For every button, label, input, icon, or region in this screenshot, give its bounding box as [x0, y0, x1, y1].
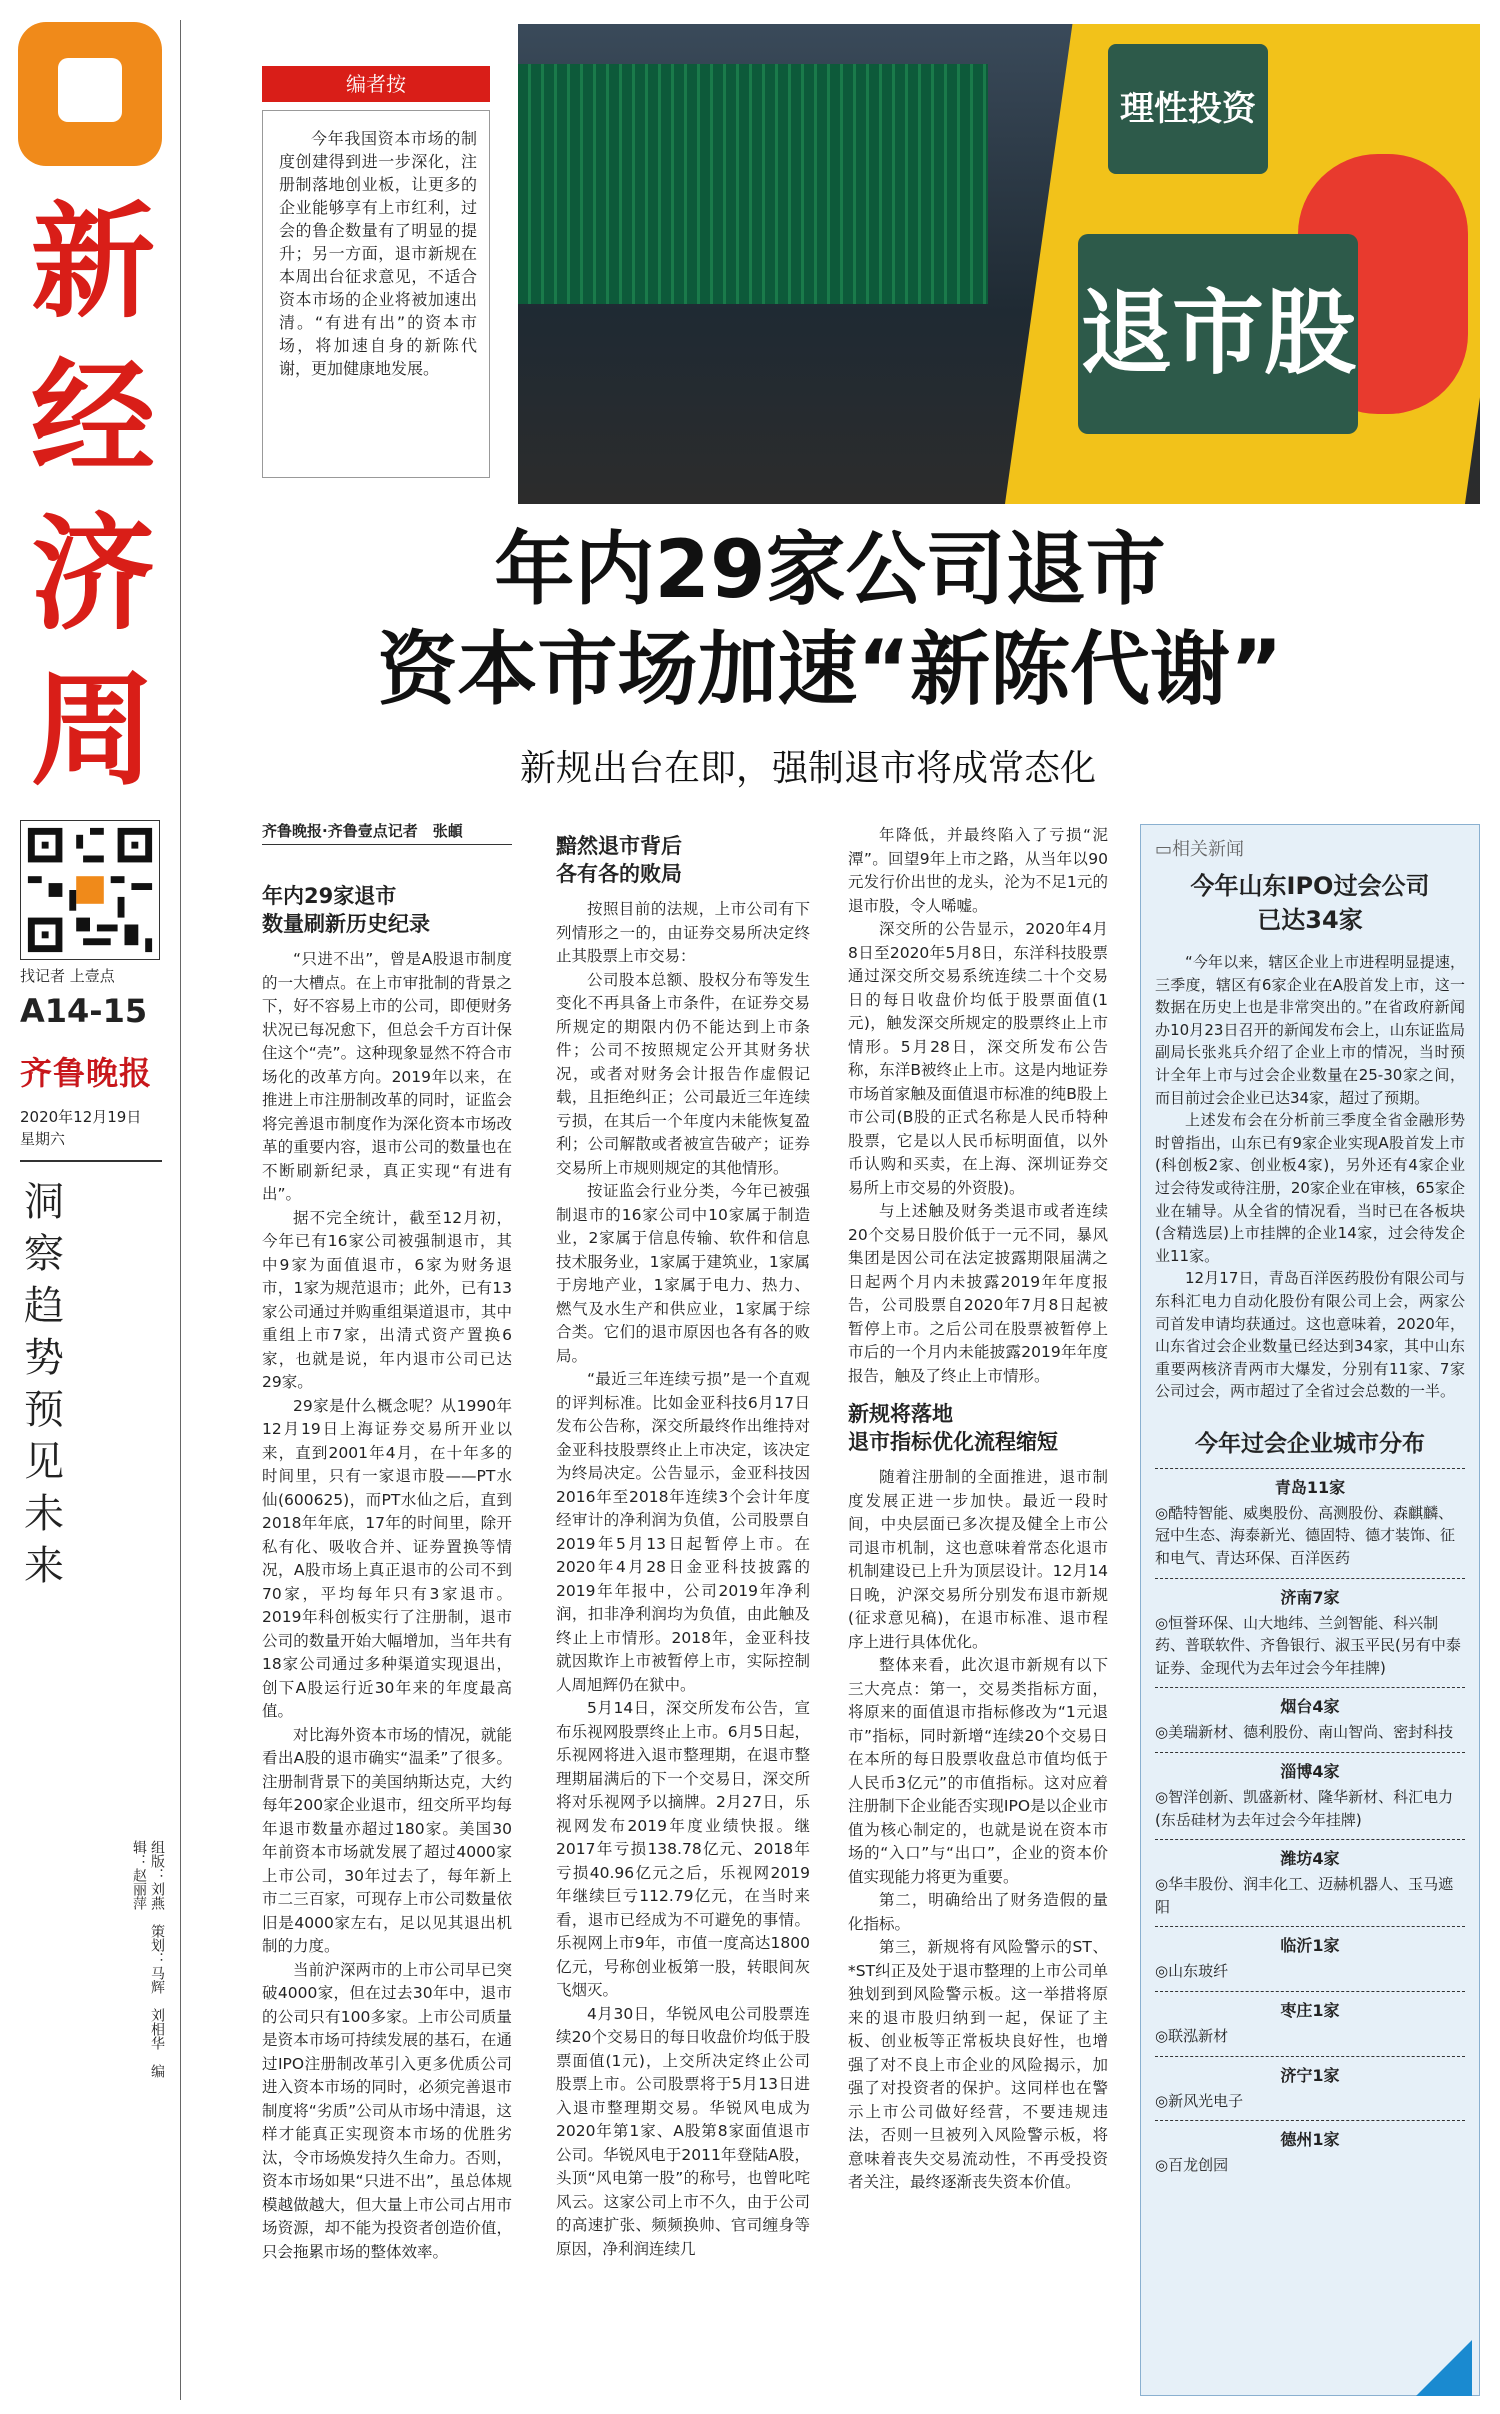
related-news-body	[1155, 951, 1465, 1403]
city-heading: 临沂1家	[1155, 1926, 1465, 1956]
issue-date: 2020年12月19日	[20, 1108, 142, 1126]
section-title-3: 新规将落地 退市指标优化流程缩短	[848, 1402, 1058, 1454]
page-corner-arrow-icon[interactable]	[1412, 2340, 1472, 2396]
paragraph: 按证监会行业分类，今年已被强制退市的16家公司中10家属于制造业，2家属于信息传输、软件和信息技术服务业，1家属于建筑业，1家属于房地产业，1家属于电力、热力、燃气及水生产和供应业，1家属于综合类。它们的退市原因也各有各的败局。	[556, 1182, 810, 1365]
photo-sign-main: 退市股	[1078, 234, 1358, 434]
paragraph: 公司股本总额、股权分布等发生变化不再具备上市条件，在证券交易所规定的期限内仍不能达到上市条件；公司不按照规定公开其财务状况，或者对财务会计报告作虚假记载，且拒绝纠正；公司最近三年连续亏损，在其后一个年度内未能恢复盈利；公司解散或者被宣告破产；证券交易所上市规则规定的其他情形。	[556, 970, 810, 1177]
city-company-list: ◎华丰股份、润丰化工、迈赫机器人、玉马遮阳	[1155, 1875, 1454, 1916]
city-company-list: ◎酷特智能、威奥股份、高测股份、森麒麟、冠中生态、海泰新光、德固特、德才装饰、征和电气、青达环保、百洋医药	[1155, 1503, 1456, 1568]
paragraph: 当前沪深两市的上市公司早已突破4000家，但在过去30年中，退市的公司只有100多家。上市公司质量是资本市场可持续发展的基石，在通过IPO注册制改革引入更多优质公司进入资本市场的同时，必须完善退市制度将“劣质”公司从市场中清退，这样才能真正实现资本市场的优胜劣汰，令市场焕发持久生命力。否则，资本市场如果“只进不出”，虽总体规模越做越大，但大量上市公司占用市场资源，却不能为投资者创造价值，只会拖累市场的整体效率。	[262, 1960, 512, 2261]
city-company-list: ◎山东玻纤	[1155, 1962, 1229, 1981]
headline-line-2: 资本市场加速“新陈代谢”	[377, 623, 1283, 716]
section-title-1: 年内29家退市 数量刷新历史纪录	[262, 884, 430, 936]
col3-body-bottom	[848, 1466, 1108, 2195]
paragraph: 第三，新规将有风险警示的ST、*ST纠正及处于退市整理的上市公司单独划到到风险警示板。这一举措将原来的退市股归纳到一起，保证了主板、创业板等正常板块良好性，也增强了对不良上市企业的风险揭示，加强了对投资者的保护。这同样也在警示上市公司做好经营，不要违规违法，否则一旦被列入风险警示板，将意味着丧失交易流动性，不再受投资者关注，最终逐渐丧失资本价值。	[848, 1938, 1108, 2191]
paragraph: 12月17日，青岛百洋医药股份有限公司与东科汇电力自动化股份有限公司上会，两家公司首发申请均获通过。这也意味着，2020年，山东省过会企业数量已经达到34家，其中山东重要两核济青两市大爆发，分别有11家、7家公司过会，两市超过了全省过会总数的一半。	[1155, 1269, 1465, 1401]
editor-note-tag: 编者按	[262, 66, 490, 102]
byline-rule	[262, 844, 512, 845]
col1-body	[262, 948, 512, 2264]
article-column-2	[556, 824, 810, 2261]
city-company-list: ◎百龙创园	[1155, 2156, 1229, 2175]
city-heading: 淄博4家	[1155, 1752, 1465, 1782]
paragraph: 随着注册制的全面推进，退市制度发展正进一步加快。最近一段时间，中央层面已多次提及健全上市公司退市机制，这也意味着常态化退市机制建设已上升为顶层设计。12月14日晚，沪深交易所分别发布退市新规(征求意见稿)，在退市标准、退市程序上进行具体优化。	[848, 1468, 1108, 1651]
editor-note-text: 今年我国资本市场的制度创建得到进一步深化，注册制落地创业板，让更多的企业能够享有上市红利，过会的鲁企数量有了明显的提升；另一方面，退市新规在本周出台征求意见，不适合资本市场的企业将被加速出清。“有进有出”的资本市场，将加速自身的新陈代谢，更加健康地发展。	[279, 129, 477, 378]
paper-brand: 齐鲁晚报	[20, 1054, 153, 1092]
city-heading: 潍坊4家	[1155, 1839, 1465, 1869]
city-company-list: ◎联泓新材	[1155, 2027, 1229, 2045]
headline-line-1: 年内29家公司退市	[494, 523, 1166, 616]
col2-body	[556, 898, 810, 2261]
qr-label: 找记者 上壹点	[20, 967, 115, 985]
lead-photo	[518, 24, 1480, 504]
city-company-list: ◎恒誉环保、山大地纬、兰剑智能、科兴制药、普联软件、齐鲁银行、淑玉平民(另有中泰证券、金现代为去年过会今年挂牌)	[1155, 1613, 1461, 1677]
city-heading: 青岛11家	[1155, 1468, 1465, 1498]
paragraph: 年降低，并最终陷入了亏损“泥潭”。回望9年上市之路，从当年以90元发行价出世的龙头，沦为不足1元的退市股，令人唏嘘。	[848, 826, 1108, 915]
city-company-list: ◎美瑞新材、德利股份、南山智尚、密封科技	[1155, 1723, 1454, 1742]
city-heading: 德州1家	[1155, 2120, 1465, 2150]
paragraph: 5月14日，深交所发布公告，宣布乐视网股票终止上市。6月5日起，乐视网将进入退市整理期，在退市整理期届满后的下一个交易日，深交所将对乐视网予以摘牌。2月27日，乐视网发布2019年度业绩快报。继2017年亏损138.78亿元、2018年亏损40.96亿元之后，乐视网2019年继续巨亏112.79亿元，在当时来看，退市已经成为不可避免的事情。乐视网上市9年，市值一度高达1800亿元，号称创业板第一股，转眼间灰飞烟灭。	[556, 1699, 810, 1999]
city-company-list: ◎新风光电子	[1155, 2091, 1244, 2110]
article-column-3	[848, 824, 1108, 2195]
paragraph: “今年以来，辖区企业上市进程明显提速，三季度，辖区有6家企业在A股首发上市，这一数据在历史上也是非常突出的。”在省政府新闻办10月23日召开的新闻发布会上，山东证监局副局长张兆兵介绍了企业上市的情况，当时预计全年上市与过会企业数量在25-30家之间，而目前过会企业已达34家，超过了预期。	[1155, 953, 1465, 1107]
qr-code-icon[interactable]	[20, 820, 160, 960]
masthead-title: 新 经 济 周	[30, 190, 155, 803]
paragraph: 第二，明确给出了财务造假的量化指标。	[848, 1891, 1108, 1933]
photo-sign-top: 理性投资	[1108, 44, 1268, 174]
paragraph: 整体来看，此次退市新规有以下三大亮点：第一，交易类指标方面，将原来的面值退市指标修改为“1元退市”指标，同时新增“连续20个交易日在本所的每日股票收盘总市值均低于人民币3亿元”的市值指标。这对应着注册制下企业能否实现IPO是以企业市值为核心制定的，也就是说在资本市场的“入口”与“出口”，企业的资本价值实现能力将更为重要。	[848, 1656, 1108, 1886]
publication-logo-inner	[58, 58, 122, 122]
byline: 齐鲁晚报·齐鲁壹点记者 张頔	[262, 822, 463, 840]
paragraph: 与上述触及财务类退市或者连续20个交易日股价低于一元不同，暴风集团是因公司在法定披露期限届满之日起两个月内未披露2019年年度报告，公司股票自2020年7月8日起被暂停上市。之后公司在股票被暂停上市后的一个月内未能披露2019年年度报告，触及了终止上市情形。	[848, 1202, 1108, 1385]
section-title-2: 黯然退市背后 各有各的败局	[556, 834, 682, 886]
paragraph: 据不完全统计，截至12月初，今年已有16家公司被强制退市，其中9家为面值退市，6家为财务退市，1家为规范退市；此外，已有13家公司通过并购重组渠道退市，其中重组上市7家，出清式资产置换6家，也就是说，年内退市公司已达29家。	[262, 1208, 512, 1391]
paragraph: “只进不出”，曾是A股退市制度的一大槽点。在上市审批制的背景之下，好不容易上市的公司，即便财务状况已每况愈下，但总会千方百计保住这个“壳”。这种现象显然不符合市场化的改革方向。2019年以来，在推进上市注册制改革的同时，证监会将完善退市制度作为深化资本市场改革的重要内容，退市公司的数量也在不断刷新纪录，真正实现“有进有出”。	[262, 950, 512, 1203]
editorial-credits: 组版：刘燕 策划：马辉 刘相华 编辑：赵丽萍	[131, 1840, 165, 2078]
headline	[180, 520, 1480, 720]
related-news-title: 今年山东IPO过会公司 已达34家	[1190, 872, 1430, 934]
city-distribution-title: 今年过会企业城市分布	[1195, 1430, 1425, 1457]
masthead-divider	[20, 1160, 162, 1162]
news-icon: ▭	[1155, 839, 1173, 860]
related-news-box	[1140, 824, 1480, 2396]
city-distribution-list	[1155, 1468, 1465, 2177]
article-column-1	[262, 870, 512, 2264]
stock-board-image	[518, 64, 988, 304]
column-name: 洞 察 趋 势 预 见 未 来	[24, 1179, 64, 1589]
city-heading: 烟台4家	[1155, 1687, 1465, 1717]
col3-body-top	[848, 824, 1108, 1388]
city-heading: 济南7家	[1155, 1578, 1465, 1608]
masthead-rule	[180, 20, 181, 2400]
page-range: A14-15	[20, 992, 148, 1030]
subheadline: 新规出台在即，强制退市将成常态化	[520, 748, 1097, 789]
related-news-tag: ▭相关新闻	[1155, 839, 1245, 860]
issue-weekday: 星期六	[20, 1130, 66, 1148]
city-heading: 济宁1家	[1155, 2056, 1465, 2086]
editor-note	[262, 110, 490, 478]
city-company-list: ◎智洋创新、凯盛新材、隆华新材、科汇电力(东岳硅材为去年过会今年挂牌)	[1155, 1788, 1454, 1829]
paragraph: 上述发布会在分析前三季度全省金融形势时曾指出，山东已有9家企业实现A股首发上市(科创板2家、创业板4家)，另外还有4家企业过会待发或待注册，20家企业在审核，65家企业在辅导。从全省的情况看，当时已在各板块(含精选层)上市挂牌的企业14家，过会待发企业11家。	[1155, 1111, 1465, 1265]
paragraph: 按照目前的法规，上市公司有下列情形之一的，由证券交易所决定终止其股票上市交易：	[556, 900, 810, 965]
paragraph: 深交所的公告显示，2020年4月8日至2020年5月8日，东洋科技股票通过深交所交易系统连续二十个交易日的每日收盘价均低于股票面值(1元)，触发深交所规定的股票终止上市情形。5月28日，深交所发布公告称，东洋B被终止上市。这是内地证券市场首家触及面值退市标准的纯B股上市公司(B股的正式名称是人民币特种股票，它是以人民币标明面值，以外币认购和买卖，在上海、深圳证券交易所上市交易的外资股)。	[848, 920, 1108, 1197]
city-heading: 枣庄1家	[1155, 1991, 1465, 2021]
paragraph: 4月30日，华锐风电公司股票连续20个交易日的每日收盘价均低于股票面值(1元)，上交所决定终止公司股票上市。公司股票将于5月13日进入退市整理期交易。华锐风电成为2020年第1家、A股第8家面值退市公司。华锐风电于2011年登陆A股，头顶“风电第一股”的称号，也曾叱咤风云。这家公司上市不久，由于公司的高速扩张、频频换帅、官司缠身等原因，净利润连续几	[556, 2004, 810, 2258]
paragraph: 对比海外资本市场的情况，就能看出A股的退市确实“温柔”了很多。注册制背景下的美国纳斯达克，大约每年200家企业退市，纽交所平均每年退市数量亦超过180家。美国30年前资本市场就发展了超过4000家上市公司，30年过去了，每年新上市二三百家，可现存上市公司数量依旧是4000家左右，足以见其退出机制的力度。	[262, 1725, 512, 1955]
paragraph: 29家是什么概念呢？从1990年12月19日上海证券交易所开业以来，直到2001年4月，在十年多的时间里，只有一家退市股——PT水仙(600625)，而PT水仙之后，直到2018年年底，17年的时间里，除开私有化、吸收合并、证券置换等情况，A股市场上真正退市的公司不到70家，平均每年只有3家退市。2019年科创板实行了注册制，退市公司的数量开始大幅增加，当年共有18家公司通过多种渠道实现退出，创下A股运行近30年来的年度最高值。	[262, 1396, 512, 1720]
paragraph: “最近三年连续亏损”是一个直观的评判标准。比如金亚科技6月17日发布公告称，深交所最终作出维持对金亚科技股票终止上市决定，该决定为终局决定。公告显示，金亚科技因2016年至2018年连续3个会计年度经审计的净利润为负值，公司股票自2019年5月13日起暂停上市。在2020年4月28日金亚科技披露的2019年年报中，公司2019年净利润，扣非净利润均为负值，由此触及终止上市情形。2018年，金亚科技就因欺诈上市被暂停上市，实际控制人周旭辉仍在狱中。	[556, 1370, 810, 1694]
